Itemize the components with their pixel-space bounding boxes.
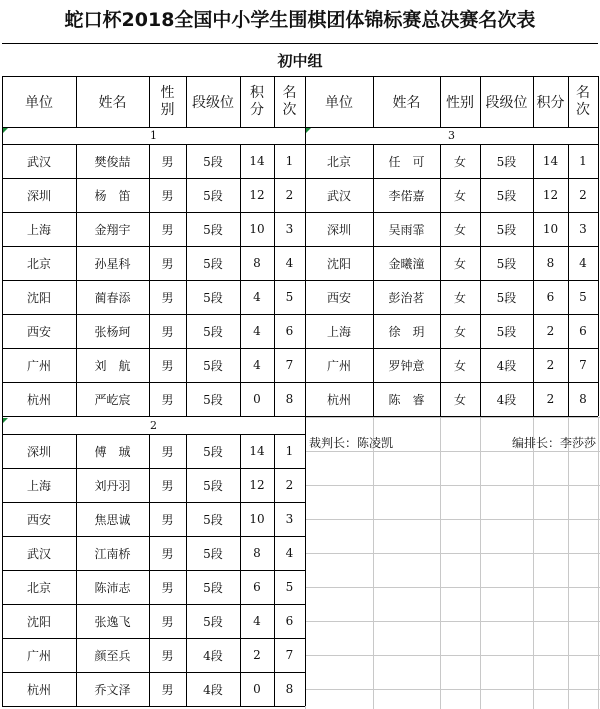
cell-comment-marker	[306, 128, 311, 133]
table-cell: 2	[546, 392, 555, 406]
table-cell: 5段	[203, 512, 223, 527]
header-place-char: 次	[576, 101, 590, 118]
table-cell: 7	[579, 358, 587, 372]
table-rule	[568, 144, 569, 416]
table-cell: 5段	[496, 256, 517, 271]
table-cell: 徐 玥	[388, 324, 425, 339]
table-cell: 5	[579, 290, 587, 304]
table-cell: 5段	[203, 614, 223, 629]
table-cell: 男	[161, 580, 174, 595]
table-cell: 广州	[26, 648, 51, 663]
header-gender	[149, 76, 186, 127]
header-place-char: 名	[576, 84, 590, 101]
table-rule	[598, 417, 599, 709]
table-cell: 深圳	[326, 222, 351, 237]
table-rule	[186, 76, 187, 127]
table-cell: 颜至兵	[94, 648, 131, 663]
table-rule	[440, 76, 441, 127]
table-cell: 男	[161, 648, 174, 663]
table-rule	[305, 485, 600, 486]
table-cell: 8	[253, 546, 261, 560]
table-cell: 0	[253, 392, 261, 406]
table-cell: 10	[249, 512, 265, 526]
table-cell: 男	[161, 324, 174, 339]
table-rule	[186, 144, 187, 416]
table-rule	[568, 76, 569, 127]
table-cell: 女	[453, 256, 466, 271]
table-cell: 西安	[26, 512, 51, 527]
table-cell: 4	[285, 546, 294, 560]
table-cell: 男	[161, 256, 174, 271]
table-cell: 8	[579, 392, 587, 406]
table-cell: 刘 航	[94, 358, 131, 373]
table-cell: 12	[542, 188, 559, 202]
table-cell: 沈阳	[326, 256, 351, 271]
table-cell: 彭治茗	[388, 290, 425, 305]
table-rule	[305, 689, 600, 690]
table-rule	[2, 144, 3, 416]
table-cell: 深圳	[26, 188, 51, 203]
table-cell: 男	[161, 358, 174, 373]
table-rule	[533, 76, 534, 127]
table-rule	[305, 76, 306, 127]
table-cell: 武汉	[26, 154, 51, 169]
table-cell: 男	[161, 614, 174, 629]
table-cell: 上海	[326, 324, 351, 339]
table-cell: 杭州	[26, 682, 51, 697]
table-cell: 任 可	[388, 154, 425, 169]
table-cell: 杨 笛	[94, 188, 131, 203]
table-cell: 上海	[26, 222, 51, 237]
table-cell: 5段	[203, 324, 223, 339]
table-cell: 14	[249, 444, 265, 458]
table-rule	[76, 144, 77, 416]
table-rule	[305, 553, 600, 554]
table-cell: 5段	[203, 222, 223, 237]
table-cell: 3	[285, 222, 294, 236]
table-cell: 男	[161, 154, 174, 169]
header-gender-char: 别	[160, 101, 175, 118]
table-rule	[2, 434, 3, 706]
table-cell: 6	[579, 324, 587, 338]
table-rule	[305, 417, 600, 418]
table-cell: 5	[285, 290, 294, 304]
table-cell: 2	[285, 188, 294, 202]
header-place-char: 名	[282, 84, 297, 101]
table-cell: 张逸飞	[94, 614, 131, 629]
table-cell: 男	[161, 478, 174, 493]
table-cell: 沈阳	[26, 614, 51, 629]
header-name: 姓名	[98, 94, 127, 111]
table-cell: 4段	[203, 648, 223, 663]
table-cell: 8	[546, 256, 555, 270]
table-cell: 10	[542, 222, 559, 236]
header-place	[568, 76, 598, 127]
header-name: 姓名	[392, 94, 421, 111]
table-cell: 蔺春添	[94, 290, 131, 305]
table-cell: 5段	[203, 154, 223, 169]
table-cell: 4段	[203, 682, 223, 697]
table-rule	[373, 76, 374, 127]
table-cell: 男	[161, 546, 174, 561]
table-cell: 5段	[203, 290, 223, 305]
table-rule	[305, 655, 600, 656]
table-cell: 广州	[326, 358, 351, 373]
table-cell: 5段	[496, 324, 517, 339]
table-cell: 男	[161, 222, 174, 237]
table-cell: 罗钟意	[388, 358, 425, 373]
table-cell: 3	[285, 512, 294, 526]
header-unit: 单位	[325, 94, 353, 111]
table-cell: 武汉	[326, 188, 351, 203]
table-rule	[274, 76, 275, 127]
table-cell: 2	[546, 358, 555, 372]
header-gender: 性别	[446, 94, 474, 111]
table-cell: 7	[285, 648, 294, 662]
referee-signature: 裁判长：陈凌凯	[309, 436, 394, 450]
table-cell: 杭州	[326, 392, 351, 407]
table-rule	[533, 417, 534, 709]
table-rule	[305, 587, 600, 588]
table-cell: 严屹宸	[94, 392, 131, 407]
table-rule	[186, 434, 187, 706]
table-cell: 4	[253, 290, 261, 304]
table-cell: 8	[285, 392, 294, 406]
table-cell: 1	[285, 154, 294, 168]
header-score-char: 积	[250, 84, 264, 101]
table-cell: 7	[285, 358, 294, 372]
table-cell: 深圳	[26, 444, 51, 459]
table-rule	[440, 144, 441, 416]
table-cell: 5	[285, 580, 294, 594]
table-rule	[305, 127, 306, 144]
header-place-char: 次	[282, 101, 297, 118]
table-cell: 北京	[326, 154, 351, 169]
table-cell: 5段	[203, 358, 223, 373]
table-rule	[305, 416, 598, 417]
table-cell: 焦思诚	[94, 512, 131, 527]
table-cell: 刘丹羽	[94, 478, 131, 493]
table-cell: 10	[249, 222, 265, 236]
table-cell: 14	[249, 154, 265, 168]
table-rule	[598, 127, 599, 144]
table-rule	[568, 417, 569, 709]
table-cell: 2	[253, 648, 261, 662]
table-rule	[373, 417, 374, 709]
table-cell: 4段	[496, 358, 517, 373]
table-cell: 男	[161, 392, 174, 407]
table-cell: 4段	[496, 392, 517, 407]
table-cell: 孙星科	[94, 256, 131, 271]
table-cell: 4	[253, 358, 261, 372]
table-cell: 傅 珹	[94, 444, 131, 459]
table-cell: 吴雨霏	[388, 222, 425, 237]
section-label: 1	[150, 129, 157, 142]
table-cell: 上海	[26, 478, 51, 493]
table-rule	[2, 76, 3, 127]
table-cell: 12	[249, 188, 265, 202]
table-rule	[598, 144, 599, 416]
table-cell: 5段	[496, 222, 517, 237]
table-cell: 陈沛志	[94, 580, 131, 595]
header-rank: 段级位	[192, 94, 234, 111]
group-title: 初中组	[277, 51, 323, 70]
table-rule	[598, 76, 599, 127]
table-cell: 金翔宇	[94, 222, 131, 237]
table-rule	[2, 127, 3, 144]
table-rule	[76, 76, 77, 127]
table-rule	[305, 519, 600, 520]
table-cell: 5段	[496, 154, 517, 169]
table-cell: 乔文泽	[94, 682, 131, 697]
table-cell: 4	[253, 614, 261, 628]
table-cell: 江南桥	[94, 546, 131, 561]
table-cell: 6	[253, 580, 261, 594]
table-cell: 1	[285, 444, 294, 458]
header-score: 积分	[536, 94, 565, 111]
header-gender-char: 性	[160, 84, 175, 101]
table-cell: 6	[546, 290, 555, 304]
table-cell: 武汉	[26, 546, 51, 561]
table-rule	[274, 434, 275, 706]
table-cell: 8	[253, 256, 261, 270]
table-rule	[240, 76, 241, 127]
table-rule	[480, 76, 481, 127]
table-cell: 樊俊喆	[94, 154, 131, 169]
table-rule	[149, 434, 150, 706]
header-rank: 段级位	[485, 94, 528, 111]
header-score	[240, 76, 274, 127]
table-cell: 女	[453, 324, 466, 339]
table-cell: 6	[285, 324, 294, 338]
table-cell: 5段	[203, 580, 223, 595]
table-rule	[240, 144, 241, 416]
table-cell: 男	[161, 188, 174, 203]
table-cell: 5段	[203, 546, 223, 561]
table-rule	[305, 417, 306, 434]
table-cell: 李偌嘉	[388, 188, 425, 203]
cell-comment-marker	[3, 128, 8, 133]
table-cell: 西安	[26, 324, 51, 339]
page-title: 蛇口杯2018全国中小学生围棋团体锦标赛总决赛名次表	[64, 9, 536, 31]
table-rule	[240, 434, 241, 706]
table-cell: 沈阳	[26, 290, 51, 305]
table-rule	[440, 417, 441, 709]
table-cell: 女	[453, 290, 466, 305]
table-cell: 14	[542, 154, 559, 168]
table-cell: 女	[453, 154, 466, 169]
table-cell: 5段	[203, 478, 223, 493]
table-cell: 北京	[26, 580, 51, 595]
table-cell: 3	[579, 222, 587, 236]
table-rule	[480, 144, 481, 416]
table-cell: 2	[285, 478, 294, 492]
table-cell: 女	[453, 222, 466, 237]
section-label: 3	[448, 129, 455, 142]
table-cell: 6	[285, 614, 294, 628]
table-rule	[305, 144, 306, 416]
table-cell: 8	[285, 682, 294, 696]
table-cell: 男	[161, 512, 174, 527]
table-cell: 女	[453, 392, 466, 407]
header-score-char: 分	[250, 101, 264, 118]
table-rule	[149, 144, 150, 416]
arranger-signature: 编排长：李莎莎	[512, 436, 597, 450]
table-cell: 女	[453, 188, 466, 203]
table-cell: 金曦潼	[388, 256, 425, 271]
table-rule	[480, 417, 481, 709]
table-cell: 4	[285, 256, 294, 270]
table-rule	[2, 706, 305, 707]
table-rule	[305, 434, 306, 706]
table-cell: 5段	[496, 290, 517, 305]
table-rule	[274, 144, 275, 416]
table-rule	[305, 621, 600, 622]
table-cell: 4	[253, 324, 261, 338]
table-cell: 5段	[203, 256, 223, 271]
table-cell: 男	[161, 444, 174, 459]
table-cell: 5段	[203, 392, 223, 407]
table-cell: 2	[546, 324, 555, 338]
table-cell: 男	[161, 290, 174, 305]
table-rule	[373, 144, 374, 416]
table-cell: 西安	[326, 290, 351, 305]
table-cell: 陈 睿	[388, 392, 425, 407]
table-cell: 5段	[203, 188, 223, 203]
table-cell: 4	[579, 256, 587, 270]
cell-comment-marker	[3, 418, 8, 423]
header-place	[274, 76, 305, 127]
table-rule	[149, 76, 150, 127]
table-cell: 北京	[26, 256, 51, 271]
table-cell: 12	[249, 478, 265, 492]
section-label: 2	[150, 419, 157, 432]
table-rule	[305, 451, 600, 452]
table-cell: 男	[161, 682, 174, 697]
table-cell: 1	[579, 154, 587, 168]
table-cell: 广州	[26, 358, 51, 373]
table-cell: 杭州	[26, 392, 51, 407]
table-rule	[2, 417, 3, 434]
table-rule	[76, 434, 77, 706]
table-cell: 女	[453, 358, 466, 373]
header-unit: 单位	[25, 94, 53, 111]
table-cell: 5段	[496, 188, 517, 203]
table-cell: 0	[253, 682, 261, 696]
table-cell: 5段	[203, 444, 223, 459]
table-cell: 2	[579, 188, 587, 202]
table-rule	[533, 144, 534, 416]
table-cell: 张杨珂	[94, 324, 131, 339]
